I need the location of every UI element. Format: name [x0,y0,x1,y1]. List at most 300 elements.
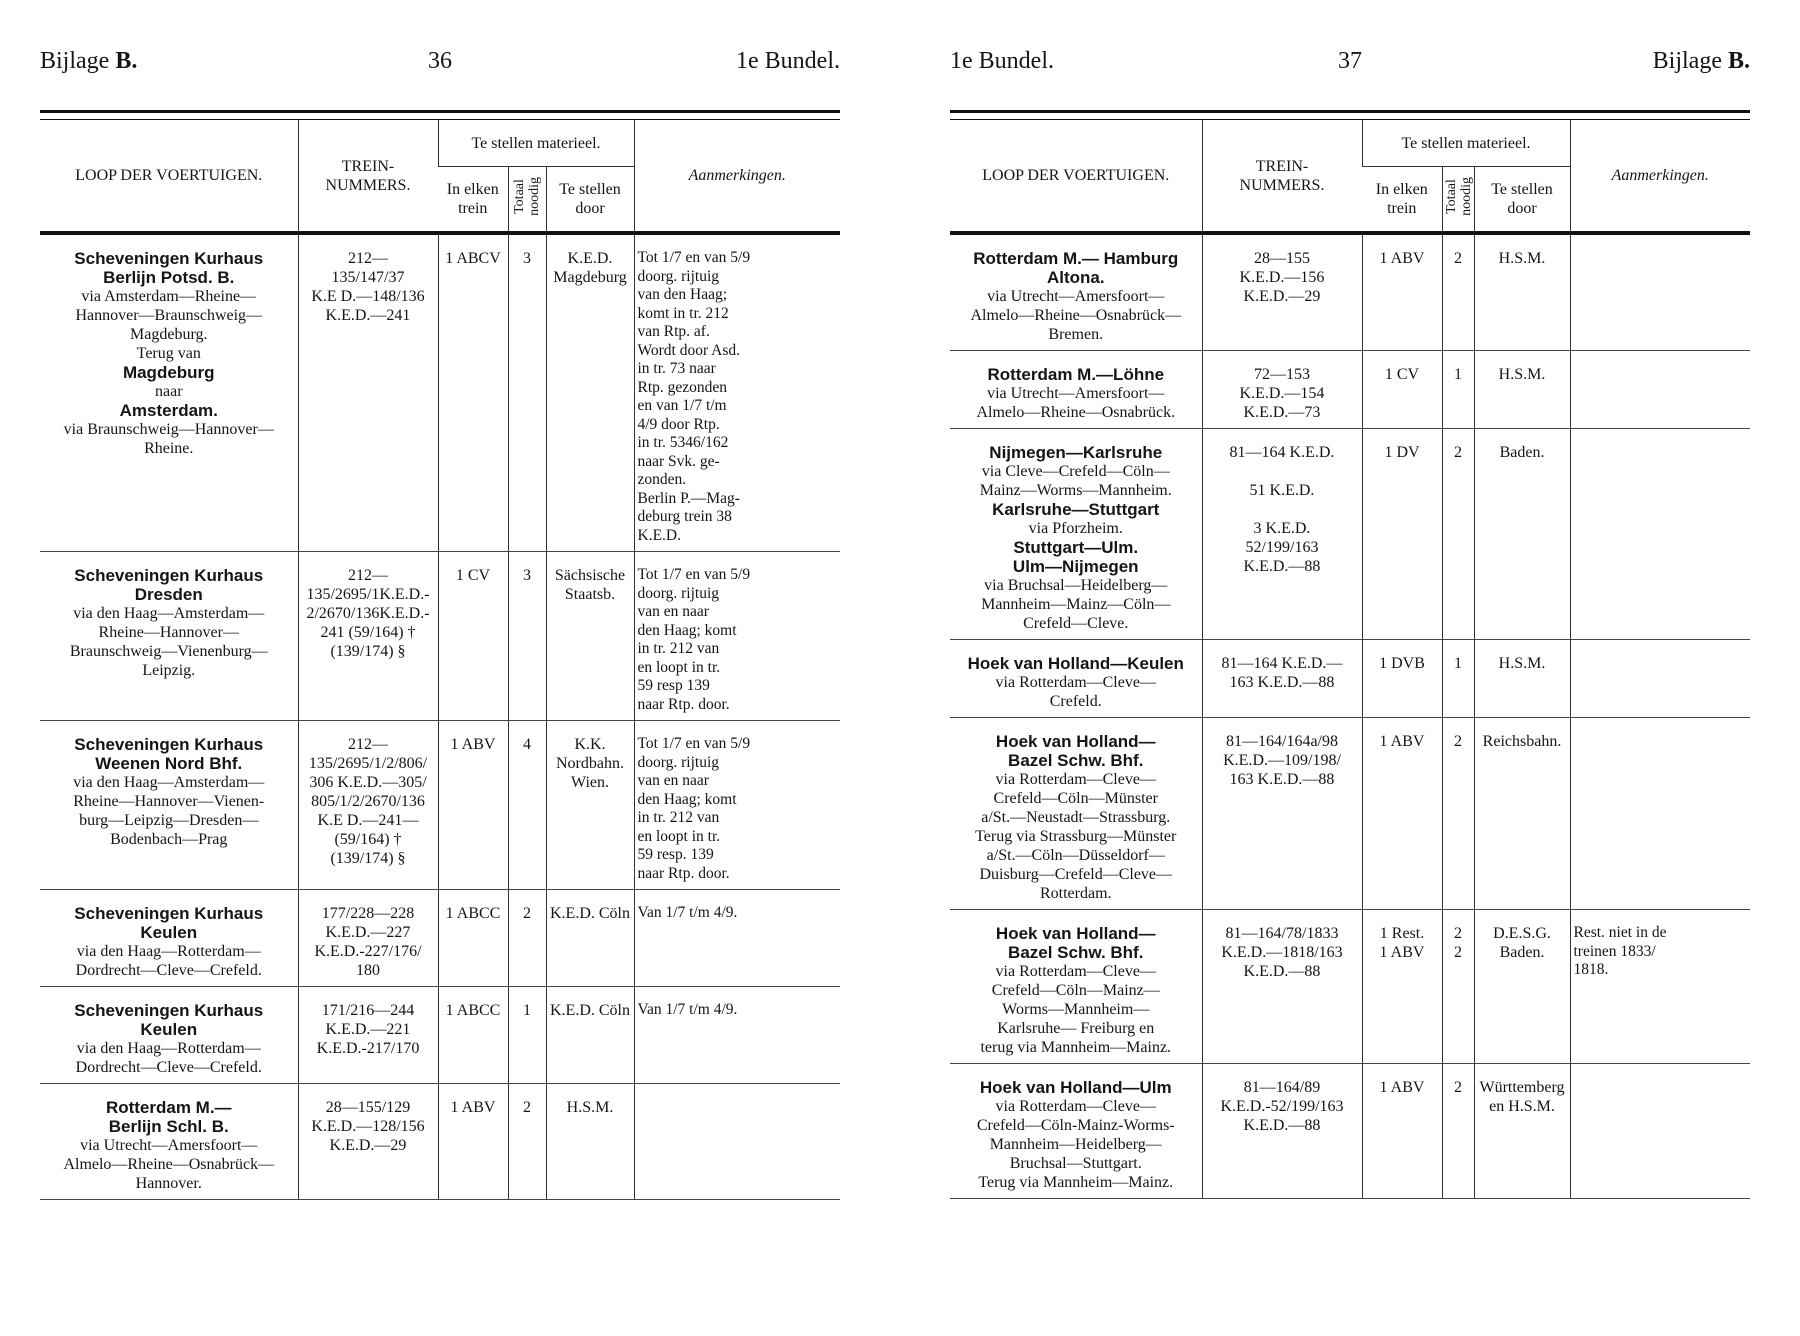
col-notes: Aanmerkingen. [634,120,840,233]
train-number-line: 163 K.E.D.—88 [1229,771,1335,788]
per-train-cell [1362,718,1442,910]
note-line: van Rtp. af. [637,323,710,340]
route-via: via Bruchsal—Heidelberg— [984,577,1168,594]
train-numbers-cell [298,890,438,987]
page-header [40,48,840,88]
route-station: Rotterdam M.— Hamburg [973,249,1179,268]
note-line: Tot 1/7 en van 5/9 [637,735,751,752]
train-number-line: (59/164) † [334,831,402,848]
train-number-line: K.E.D.—221 [325,1021,411,1038]
table-row [950,640,1750,718]
train-number-line: 212— [348,250,388,267]
train-number-line: K.E.D.—109/198/ [1223,752,1341,769]
route-station: Hoek van Holland—Keulen [967,654,1184,673]
route-via: a/St.—Cöln—Düsseldorf— [986,847,1165,864]
material-by-cell-value: H.S.M. [1498,250,1546,267]
route-via: Rotterdam. [1039,885,1112,902]
route-via: Karlsruhe— Freiburg en [997,1020,1155,1037]
route-via: via Utrecht—Amersfoort— [80,1137,258,1154]
route-via: via Rotterdam—Cleve— [995,963,1156,980]
route-via: via Utrecht—Amersfoort— [987,385,1165,402]
route-via: Mannheim—Mainz—Cöln— [981,596,1171,613]
per-train-cell-value: 1 DVB [1379,655,1425,672]
material-by-cell-value: Baden. [1499,444,1545,461]
note-line: in tr. 212 van [637,640,720,657]
route-via: Duisburg—Crefeld—Cleve— [979,866,1173,883]
train-number-line: K.E.D.—1818/163 [1221,944,1343,961]
route-cell [40,1084,298,1200]
col-material: Te stellen materieel. [438,120,634,167]
route-station: Altona. [1046,268,1105,287]
note-line: den Haag; komt [637,790,737,808]
note-line: doorg. rijtuig [637,753,720,771]
train-number-line: K.E.D.—29 [1243,288,1321,305]
note-line: Van 1/7 t/m 4/9. [637,904,738,921]
train-numbers-cell [1202,429,1362,640]
total-cell [508,721,546,890]
route-via: via Rotterdam—Cleve— [995,771,1156,788]
train-numbers-cell [298,552,438,721]
per-train-cell-value: 1 CV [1384,366,1420,383]
train-number-line: 81—164 K.E.D.— [1221,655,1343,672]
train-number-line: 81—164/78/1833 [1225,925,1339,942]
route-via: via Utrecht—Amersfoort— [987,288,1165,305]
route-station: Amsterdam. [119,401,218,420]
header-rule [40,110,840,120]
route-via: burg—Leipzig—Dresden— [79,812,259,829]
route-station: Magdeburg [122,363,215,382]
col-per-train: In elken trein [438,167,508,234]
per-train-cell [1362,640,1442,718]
note-line: van en naar [637,772,709,789]
train-numbers-cell [1202,640,1362,718]
per-train-cell-value: 1 ABCC [445,905,501,922]
material-by-cell-value: Reichsbahn. [1482,733,1562,750]
total-cell-value: 2 [1454,733,1462,750]
note-line: Tot 1/7 en van 5/9 [637,566,751,583]
page-37 [950,0,1750,1336]
route-via: Crefeld. [1049,693,1102,710]
train-number-line: 241 (59/164) † [320,624,416,641]
table-row [950,910,1750,1064]
table-row [950,233,1750,351]
route-via: Rheine—Hannover—Vienen- [73,793,265,810]
route-via: Crefeld—Cöln—Münster [993,790,1158,807]
train-number-line: K.E D.—148/136 [311,288,425,305]
per-train-cell-value: 1 Rest. 1 ABV [1379,925,1425,961]
route-station: Scheveningen Kurhaus [74,735,264,754]
note-line: doorg. rijtuig [637,584,720,602]
route-via: via Rotterdam—Cleve— [995,674,1156,691]
route-station: Dresden [134,585,203,604]
train-number-line: K.E D.—241— [317,812,419,829]
train-number-line [1206,462,1359,481]
notes-cell [634,233,840,552]
route-via: via Rotterdam—Cleve— [995,1098,1156,1115]
col-trains: TREIN- NUMMERS. [298,120,438,233]
material-by-cell-value: K.K. Nordbahn. Wien. [556,736,624,791]
col-notes: Aanmerkingen. [1570,120,1750,233]
notes-cell [1570,351,1750,429]
route-via: Terug van [136,345,201,362]
table-row [40,987,840,1084]
route-station: Rotterdam M.— [105,1098,232,1117]
train-number-line [1206,500,1359,519]
note-line: in tr. 212 van [637,809,720,826]
note-line: van den Haag; [637,286,728,303]
route-cell [950,351,1202,429]
table-row [40,890,840,987]
note-line: komt in tr. 212 [637,304,729,322]
note-line: Van 1/7 t/m 4/9. [637,1001,738,1018]
header-rule [950,110,1750,120]
schedule-table [40,120,840,1200]
page-header [950,48,1750,88]
route-via: Crefeld—Cöln—Mainz— [991,982,1160,999]
route-station: Bazel Schw. Bhf. [1008,943,1144,962]
note-line: naar Svk. ge- [637,452,720,470]
train-number-line: 2/2670/136K.E.D.- [306,605,430,622]
route-via: Worms—Mannheim— [1002,1001,1150,1018]
route-via: Hannover—Braunschweig— [75,307,263,324]
per-train-cell-value: 1 ABV [1379,250,1425,267]
total-cell [1442,1064,1474,1199]
notes-cell [1570,718,1750,910]
material-by-cell-value: Sächsische Staatsb. [554,567,626,603]
train-number-line: K.E.D.—88 [1243,1117,1321,1134]
note-line: Tot 1/7 en van 5/9 [637,249,751,266]
train-numbers-cell [298,233,438,552]
route-via: Mannheim—Heidelberg— [989,1136,1162,1153]
route-station: Hoek van Holland— [995,924,1156,943]
train-number-line: 81—164/89 [1243,1079,1321,1096]
route-via: Terug via Mannheim—Mainz. [978,1174,1174,1191]
route-via: Almelo—Rheine—Osnabrück. [976,404,1176,421]
per-train-cell-value: 1 ABCC [445,1002,501,1019]
material-by-cell [546,890,634,987]
train-number-line: 28—155/129 [325,1099,411,1116]
table-row [950,1064,1750,1199]
per-train-cell [1362,351,1442,429]
material-by-cell [1474,718,1570,910]
route-cell [40,721,298,890]
total-cell [508,552,546,721]
total-cell-value: 2 [523,1099,531,1116]
train-numbers-cell [298,721,438,890]
train-number-line: 81—164 K.E.D. [1229,444,1335,461]
train-number-line: 135/147/37 [331,269,405,286]
material-by-cell [546,1084,634,1200]
route-via: via Braunschweig—Hannover— [63,421,274,438]
per-train-cell [1362,1064,1442,1199]
table-row [40,552,840,721]
per-train-cell-value: 1 ABV [450,736,496,753]
train-number-line: 163 K.E.D.—88 [1229,674,1335,691]
note-line: Rtp. gezonden [637,378,728,396]
train-number-line: (139/174) § [330,643,406,660]
route-via: via den Haag—Amsterdam— [73,605,265,622]
per-train-cell [1362,910,1442,1064]
train-numbers-cell [298,1084,438,1200]
train-number-line: K.E.D.—227 [325,924,411,941]
train-numbers-cell [1202,351,1362,429]
route-station: Berlijn Potsd. B. [103,268,235,287]
material-by-cell [546,987,634,1084]
route-cell [40,552,298,721]
total-cell-value: 4 [523,736,531,753]
col-per-train: In elken trein [1362,167,1442,234]
note-line: Wordt door Asd. [637,341,741,359]
volume-label: 1e Bundel. [736,48,840,74]
col-route: LOOP DER VOERTUIGEN. [950,120,1202,233]
route-via: Mainz—Worms—Mannheim. [979,482,1172,499]
note-line: 59 resp. 139 [637,846,714,863]
material-by-cell-value: D.E.S.G. Baden. [1493,925,1551,961]
schedule-table [950,120,1750,1199]
train-number-line: 28—155 [1254,250,1310,267]
per-train-cell [1362,233,1442,351]
route-cell [950,718,1202,910]
material-by-cell [1474,351,1570,429]
train-number-line: 171/216—244 [321,1002,415,1019]
route-station: Keulen [140,1020,198,1039]
appendix-label: Bijlage B. [40,48,138,74]
route-station: Scheveningen Kurhaus [74,249,264,268]
route-via: Almelo—Rheine—Osnabrück— [970,307,1182,324]
route-via: Dordrecht—Cleve—Crefeld. [75,962,262,979]
material-by-cell-value: K.E.D. Magdeburg [553,250,627,286]
route-cell [40,987,298,1084]
total-cell-value: 2 [1454,1079,1462,1096]
total-cell [508,890,546,987]
train-number-line: 51 K.E.D. [1249,482,1315,499]
col-by: Te stellen door [546,167,634,234]
route-via: Bruchsal—Stuttgart. [1009,1155,1142,1172]
col-by: Te stellen door [1474,167,1570,234]
page-number: 36 [428,48,452,74]
train-number-line: K.E.D.—88 [1243,558,1321,575]
col-route: LOOP DER VOERTUIGEN. [40,120,298,233]
route-via: Magdeburg. [130,326,208,343]
table-row [40,233,840,552]
note-line: in tr. 5346/162 [637,434,729,451]
route-station: Karlsruhe—Stuttgart [992,500,1160,519]
train-numbers-cell [1202,910,1362,1064]
material-by-cell-value: H.S.M. [1498,366,1546,383]
table-row [40,721,840,890]
notes-cell [1570,640,1750,718]
notes-cell [1570,1064,1750,1199]
route-via: Rheine—Hannover— [98,624,239,641]
material-by-cell-value: Württemberg en H.S.M. [1479,1079,1565,1115]
total-cell [508,233,546,552]
route-cell [950,429,1202,640]
col-trains: TREIN- NUMMERS. [1202,120,1362,233]
total-cell [1442,910,1474,1064]
train-number-line: K.E.D.—156 [1239,269,1325,286]
total-cell-value: 1 [1454,655,1462,672]
notes-cell [634,721,840,890]
route-station: Scheveningen Kurhaus [74,1001,264,1020]
route-via: via den Haag—Rotterdam— [76,943,261,960]
note-line: in tr. 73 naar [637,360,716,377]
per-train-cell-value: 1 ABCV [445,250,501,267]
total-cell-value: 3 [523,250,531,267]
train-numbers-cell [298,987,438,1084]
col-material: Te stellen materieel. [1362,120,1570,167]
train-number-line: 3 K.E.D. [1253,520,1311,537]
route-station: Rotterdam M.—Löhne [987,365,1165,384]
route-station: Keulen [140,923,198,942]
route-via: via Cleve—Crefeld—Cöln— [981,463,1170,480]
per-train-cell [438,890,508,987]
note-line: treinen 1833/ [1573,942,1656,960]
route-station: Stuttgart—Ulm. [1013,538,1139,557]
material-by-cell [1474,640,1570,718]
train-number-line: 52/199/163 [1245,539,1319,556]
notes-cell [634,890,840,987]
total-cell-value: 2 [523,905,531,922]
notes-cell [1570,910,1750,1064]
per-train-cell [438,987,508,1084]
page-36 [40,0,840,1336]
route-cell [40,233,298,552]
total-cell [1442,429,1474,640]
route-station: Ulm—Nijmegen [1012,557,1139,576]
material-by-cell-value: K.E.D. Cöln [550,905,630,922]
route-via: Crefeld—Cöln-Mainz-Worms- [976,1117,1175,1134]
note-line: van en naar [637,603,709,620]
table-row [40,1084,840,1200]
route-via: via Amsterdam—Rheine— [81,288,257,305]
route-cell [950,233,1202,351]
train-number-line: 805/1/2/2670/136 [311,793,425,810]
train-number-line: 135/2695/1K.E.D.- [306,586,430,603]
table-row [950,718,1750,910]
per-train-cell [438,552,508,721]
note-line: en van 1/7 t/m [637,397,727,414]
train-numbers-cell [1202,233,1362,351]
note-line: zonden. [637,471,687,488]
train-number-line: 212— [348,567,388,584]
per-train-cell-value: 1 CV [455,567,491,584]
note-line: naar Rtp. door. [637,864,730,882]
per-train-cell-value: 1 ABV [450,1099,496,1116]
route-station: Weenen Nord Bhf. [95,754,243,773]
col-total: Totaal noodig [508,167,546,234]
route-cell [950,1064,1202,1199]
per-train-cell [438,233,508,552]
notes-cell [634,987,840,1084]
material-by-cell [546,552,634,721]
train-number-line: K.E.D.-52/199/163 [1220,1098,1344,1115]
train-number-line: K.E.D.—154 [1239,385,1325,402]
note-line: K.E.D. [637,526,681,544]
route-via: via den Haag—Rotterdam— [76,1040,261,1057]
train-number-line: K.E.D.—88 [1243,963,1321,980]
train-number-line: 81—164/164a/98 [1226,733,1338,750]
route-via: via den Haag—Amsterdam— [73,774,265,791]
route-via: via Pforzheim. [1028,520,1123,537]
per-train-cell [438,721,508,890]
volume-label: 1e Bundel. [950,48,1054,74]
route-via: Almelo—Rheine—Osnabrück— [63,1156,275,1173]
route-cell [40,890,298,987]
train-numbers-cell [1202,718,1362,910]
note-line: den Haag; komt [637,621,737,639]
per-train-cell [1362,429,1442,640]
per-train-cell-value: 1 ABV [1379,733,1425,750]
appendix-label: Bijlage B. [1652,48,1750,74]
notes-cell [1570,429,1750,640]
total-cell-value: 2 2 [1454,925,1462,961]
page-number: 37 [1338,48,1362,74]
note-line: 59 resp 139 [637,677,710,694]
train-number-line: 135/2695/1/2/806/ [308,755,428,772]
train-number-line: K.E.D.—128/156 [311,1118,425,1135]
col-total: Totaal noodig [1442,167,1474,234]
note-line: en loopt in tr. [637,827,721,845]
route-via: Leipzig. [142,662,196,679]
route-station: Scheveningen Kurhaus [74,904,264,923]
route-cell [950,910,1202,1064]
route-via: Crefeld—Cleve. [1023,615,1129,632]
total-cell-value: 2 [1454,444,1462,461]
route-station: Hoek van Holland— [995,732,1156,751]
train-number-line: 180 [356,962,380,979]
route-via: naar [154,383,183,400]
route-station: Scheveningen Kurhaus [74,566,264,585]
route-via: Dordrecht—Cleve—Crefeld. [75,1059,262,1076]
total-cell-value: 3 [523,567,531,584]
total-cell-value: 2 [1454,250,1462,267]
train-numbers-cell [1202,1064,1362,1199]
note-line: deburg trein 38 [637,508,732,525]
note-line: 4/9 door Rtp. [637,415,720,433]
notes-cell [634,1084,840,1200]
note-line: en loopt in tr. [637,658,721,676]
material-by-cell-value: H.S.M. [566,1099,614,1116]
total-cell [1442,351,1474,429]
train-number-line: K.E.D.—241 [325,307,411,324]
material-by-cell [546,233,634,552]
total-cell [1442,718,1474,910]
note-line: doorg. rijtuig [637,267,720,285]
train-number-line: K.E.D.-217/170 [316,1040,420,1057]
material-by-cell-value: K.E.D. Cöln [550,1002,630,1019]
route-station: Bazel Schw. Bhf. [1008,751,1144,770]
train-number-line: (139/174) § [330,850,406,867]
route-via: Braunschweig—Vienenburg— [69,643,268,660]
route-via: Hannover. [135,1175,202,1192]
train-number-line: K.E.D.-227/176/ [314,943,422,960]
note-line: Berlin P.—Mag- [637,489,740,507]
route-station: Nijmegen—Karlsruhe [989,443,1163,462]
train-number-line: K.E.D.—29 [329,1137,407,1154]
material-by-cell [1474,233,1570,351]
material-by-cell [1474,429,1570,640]
total-cell-value: 1 [1454,366,1462,383]
material-by-cell [1474,910,1570,1064]
per-train-cell [438,1084,508,1200]
material-by-cell [546,721,634,890]
total-cell [508,987,546,1084]
train-number-line: 177/228—228 [321,905,415,922]
material-by-cell-value: H.S.M. [1498,655,1546,672]
note-line: Rest. niet in de [1573,924,1667,941]
total-cell-value: 1 [523,1002,531,1019]
route-via: Rheine. [144,440,194,457]
